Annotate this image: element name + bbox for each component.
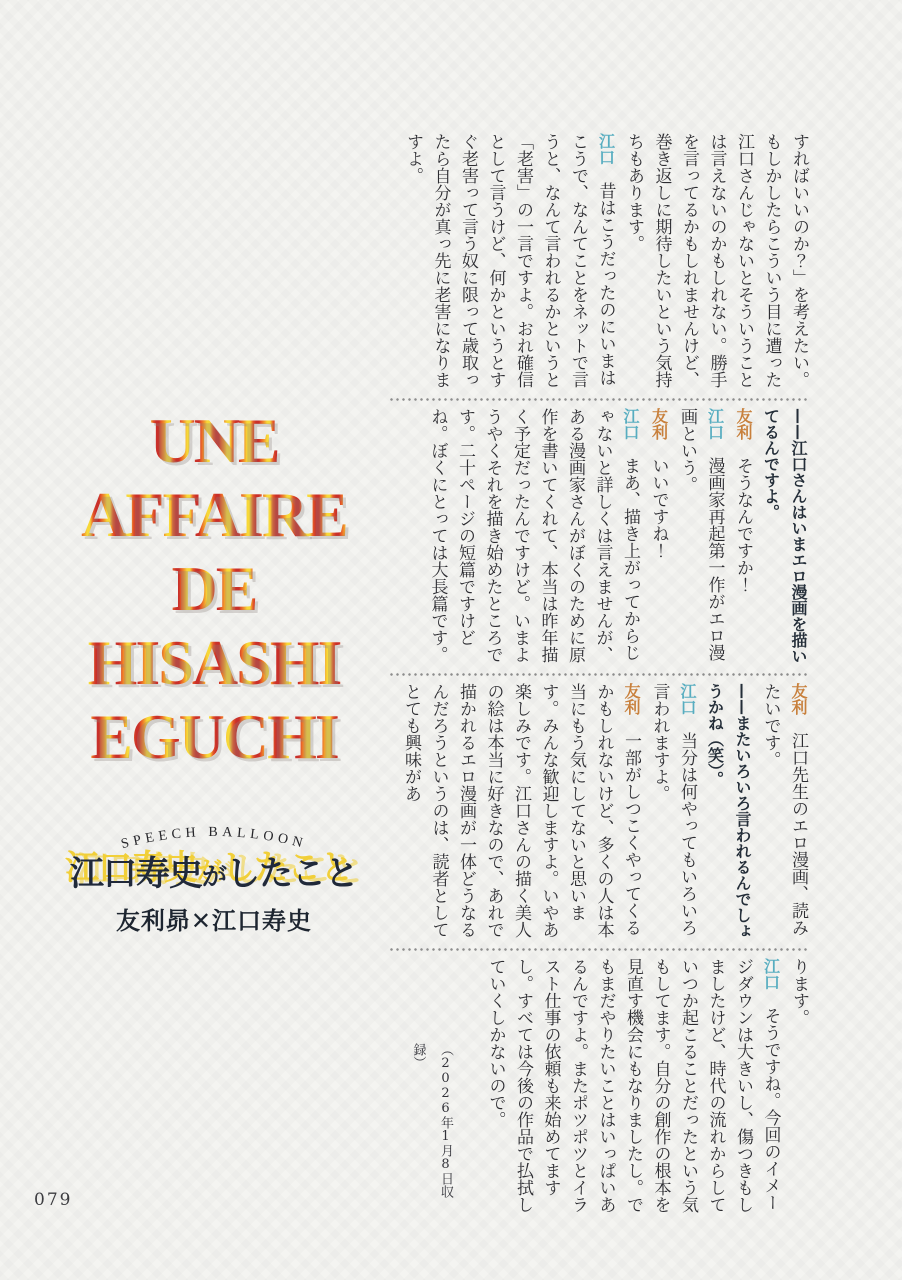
dialogue-tomori (729, 408, 758, 666)
dialogue-text: 漫画家再起第一作がエロ漫画という。 (677, 408, 725, 661)
dialogue-text: 一部がしつこくやってくるかもしれないけど、多くの人は本当にもう気にしてないと思います。みんな歓迎しますよ。いやあ楽しみです。江口さんの描く美人の絵は本当に好きなので、あれで描かれるエロ漫画が一体どうなるんだろうというのは、読者としてとても興味があ (401, 683, 641, 938)
japanese-title-ga: が (201, 862, 226, 891)
dotted-separator-2 (390, 673, 810, 676)
dialogue-text: 当分は何やってもいろいろ言われますよ。 (649, 683, 697, 936)
japanese-title-part1: 江口寿史 (69, 854, 202, 894)
masthead-title-line-2: AFFAIRE (56, 478, 372, 552)
interview-credit: 友利昴✕江口寿史 (115, 907, 313, 935)
speaker-label-tomori: 友利 (622, 683, 641, 715)
japanese-title-part2: したこと (226, 854, 358, 894)
dialogue-text: まあ、描き上がってからじゃないと詳しくは言えませんが、ある漫画家さんがぼくのために原作を書いてくれて、本当は昨年描く予定だったんですけど。いまようやくそれを描き始めたところです。二十ページの短篇ですけどね。ぼくにとっては大長篇です。 (427, 408, 640, 663)
recording-date-text: （2026年1月8日収録） (410, 1043, 453, 1198)
masthead-title-line-3: DE (56, 552, 372, 626)
interviewer-text: ——またいろいろ言われるんでしょうかね（笑）。 (705, 683, 752, 939)
speaker-label-tomori: 友利 (789, 683, 808, 715)
dotted-separator-3 (390, 948, 810, 951)
speech-balloon-text: SPEECH BALLOON (119, 824, 309, 853)
speaker-label-eguchi: 江口 (678, 683, 697, 715)
dotted-separator-1 (390, 398, 810, 401)
masthead (56, 404, 372, 774)
dialogue-text: そうですね。今回のイメージダウンは大きいし、傷つきもしましたけど、時代の流れからしていつか起こることだったという気もしてます。自分の創作の根本を見直す機会にもなりましたし。でもまだやりたいことはいっぱいあるんですよ。またポツポツとイラスト仕事の依頼も来始めてますし。すべては今後の作品で払拭していくしかないので。 (485, 958, 781, 1213)
dialogue-tomori (397, 683, 646, 941)
dialogue-text: すればいいのか？」を考えたい。もしかしたらこういう目に遭った江口さんじゃないとそういうことは言えないのかもしれない。勝手を言ってるかもしれませんけど、巻き返しに期待したいという気持ちもあります。 (624, 133, 809, 388)
speaker-label-tomori: 友利 (649, 408, 669, 440)
interviewer-remark (701, 683, 756, 941)
speaker-label-eguchi: 江口 (761, 958, 781, 990)
dialogue-eguchi (423, 408, 644, 666)
continued-text (785, 958, 813, 1216)
interviewer-remark (757, 408, 812, 666)
interview-article (388, 133, 812, 1216)
dialogue-tomori (644, 408, 673, 666)
dialogue-tomori (756, 683, 812, 941)
dialogue-eguchi (481, 958, 785, 1216)
speaker-label-eguchi: 江口 (621, 408, 640, 440)
dialogue-eguchi (673, 408, 729, 666)
recording-date (404, 958, 459, 1216)
speaker-label-eguchi: 江口 (596, 133, 616, 165)
interview-section-3 (388, 683, 812, 941)
interviewer-text: ——江口さんはいまエロ漫画を描いてるんですよ。 (761, 408, 808, 664)
dialogue-eguchi (399, 133, 620, 391)
interview-section-1 (388, 133, 812, 391)
dialogue-eguchi (645, 683, 701, 941)
interview-section-4 (388, 958, 812, 1216)
dialogue-text: 昔はこうだったのにいまはこうで、なんてことをネットで言うと、なんて言われるかというと「老害」の一言ですよ。おれ確信として言うけど、何かというとすぐ老害って言う奴に限って歳取ったら自分が真っ先に老害になりますよ。 (403, 133, 616, 388)
page-number: 079 (34, 1190, 73, 1210)
dialogue-text: 江口先生のエロ漫画、読みたいです。 (760, 683, 808, 936)
dialogue-text: ります。 (789, 958, 809, 1026)
masthead-title-line-4: HISASHI (56, 626, 372, 700)
masthead-title-line-1: UNE (56, 404, 372, 478)
interview-section-2 (388, 408, 812, 666)
dialogue-text: いいですね！ (648, 440, 669, 559)
speaker-label-eguchi: 江口 (705, 408, 725, 440)
dialogue-text: そうなんですか！ (733, 440, 753, 593)
japanese-title (30, 846, 398, 895)
continued-text (620, 133, 813, 391)
masthead-title-line-5: EGUCHI (56, 700, 372, 774)
speaker-label-tomori: 友利 (734, 408, 753, 440)
